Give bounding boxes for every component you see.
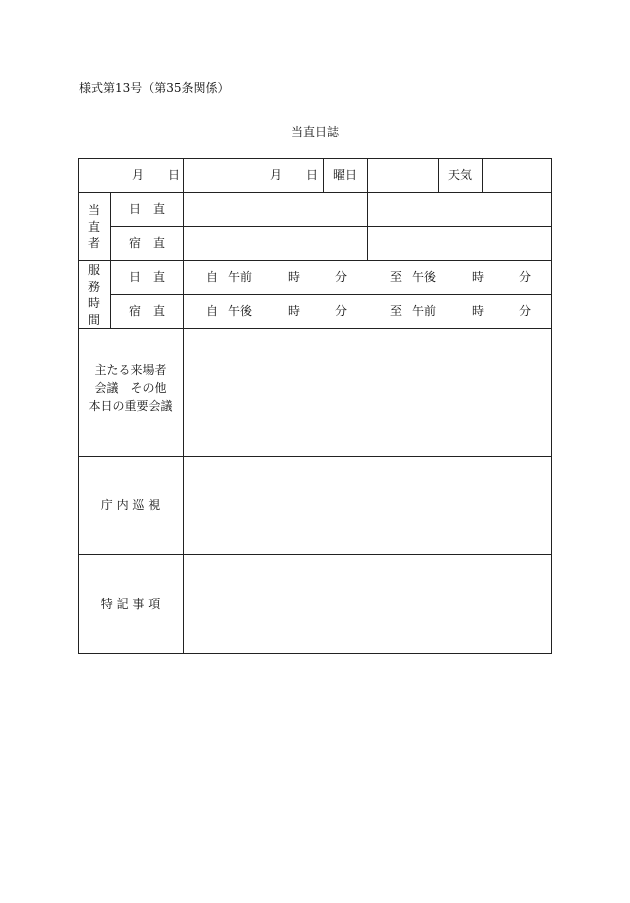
month-label: 月 bbox=[132, 168, 145, 182]
to-period: 午前 bbox=[412, 304, 437, 318]
to-label: 至 bbox=[390, 270, 403, 284]
page-title: 当直日誌 bbox=[290, 125, 339, 139]
weekday-label: 曜日 bbox=[332, 168, 358, 182]
night-duty-hours-label: 宿 直 bbox=[128, 304, 166, 318]
night-duty-personnel-label: 宿 直 bbox=[128, 236, 166, 250]
visitors-line: 本日の重要会議 bbox=[88, 399, 173, 413]
label-char: 者 bbox=[87, 236, 100, 250]
label-char: 当 bbox=[87, 203, 100, 217]
visitors-line: 会議 その他 bbox=[94, 381, 167, 395]
to-label: 至 bbox=[390, 304, 403, 318]
label-char: 時 bbox=[87, 296, 100, 310]
form-number: 様式第13号（第35条関係） bbox=[79, 81, 230, 95]
patrol-label: 庁 内 巡 視 bbox=[100, 498, 161, 512]
label-char: 服 bbox=[87, 263, 100, 277]
notes-label: 特 記 事 項 bbox=[100, 597, 161, 611]
day-label: 日 bbox=[168, 168, 181, 182]
service-hours-label bbox=[87, 262, 101, 328]
from-period: 午前 bbox=[228, 270, 253, 284]
from-minute-label: 分 bbox=[335, 304, 348, 318]
to-minute-label: 分 bbox=[519, 304, 532, 318]
duty-personnel-label bbox=[87, 202, 101, 252]
to-hour-label: 時 bbox=[472, 304, 485, 318]
day-duty-personnel-label: 日 直 bbox=[128, 202, 166, 216]
visitors-line: 主たる来場者 bbox=[94, 363, 167, 377]
day-label-2: 日 bbox=[306, 168, 319, 182]
from-label: 自 bbox=[206, 270, 219, 284]
label-char: 務 bbox=[87, 279, 100, 294]
weather-label: 天気 bbox=[447, 168, 473, 182]
to-period: 午後 bbox=[412, 270, 437, 284]
from-minute-label: 分 bbox=[335, 270, 348, 284]
from-hour-label: 時 bbox=[288, 270, 301, 284]
from-period: 午後 bbox=[228, 304, 253, 318]
month-label-2: 月 bbox=[270, 168, 283, 182]
from-label: 自 bbox=[206, 304, 219, 318]
label-char: 間 bbox=[87, 312, 100, 327]
label-char: 直 bbox=[87, 219, 100, 234]
from-hour-label: 時 bbox=[288, 304, 301, 318]
to-hour-label: 時 bbox=[472, 270, 485, 284]
to-minute-label: 分 bbox=[519, 270, 532, 284]
visitors-meetings-label bbox=[78, 361, 183, 415]
day-duty-hours-label: 日 直 bbox=[128, 270, 166, 284]
duty-diary-table bbox=[78, 158, 552, 654]
